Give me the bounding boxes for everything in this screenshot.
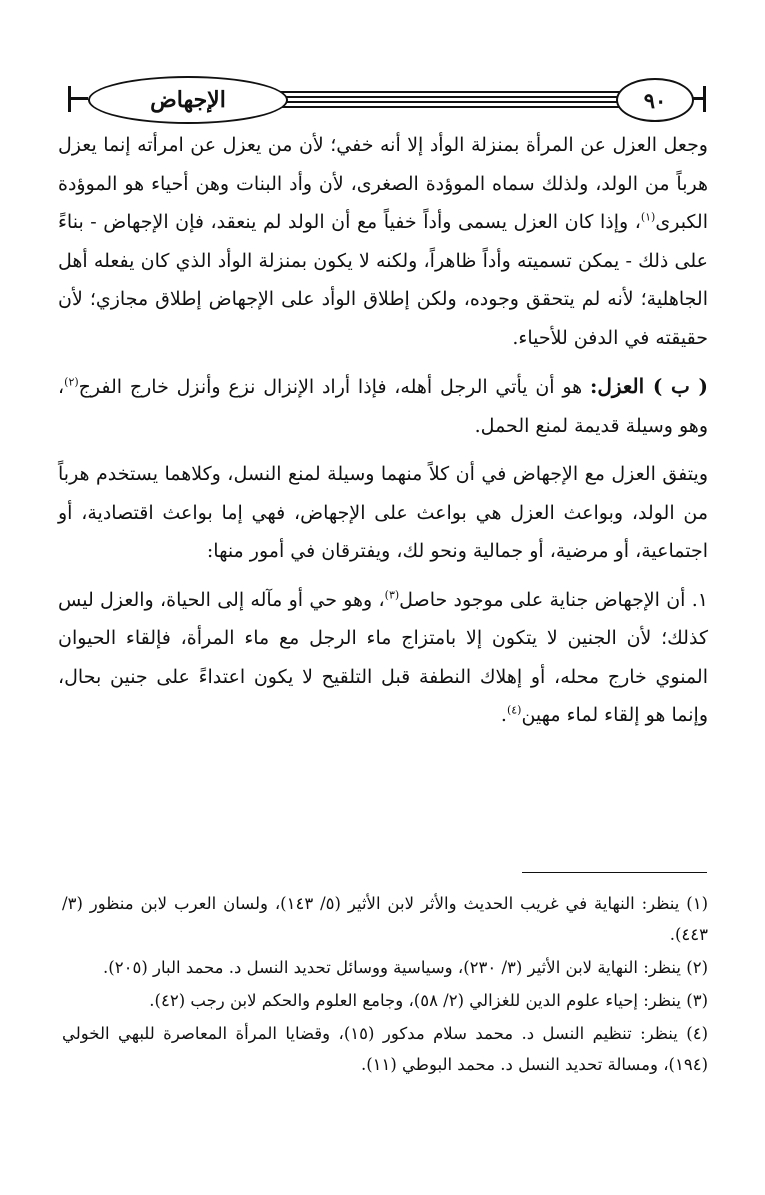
main-text <box>58 126 708 735</box>
list-item <box>58 581 708 735</box>
paragraph-text: هو أن يأتي الرجل أهله، فإذا أراد الإنزال نزع وأنزل خارج الفرج <box>78 376 590 398</box>
term-heading: ( ب ) العزل: <box>589 374 709 398</box>
paragraph <box>58 126 708 357</box>
paragraph-text: ، وهو وسيلة قديمة لمنع الحمل. <box>58 376 708 437</box>
paragraph-text: ، وهو حي أو مآله إلى الحياة، والعزل ليس كذلك؛ لأن الجنين لا يتكون إلا بامتزاج ماء الرجل مع ماء المرأة، فإلقاء الحيوان المنوي خارج محله، أو إهلاك النطفة قبل التلقيح لا يكون اعتداءً على جنين بحال، وإنما هو إلقاء لماء مهين <box>58 588 708 726</box>
header-end-right <box>703 86 706 112</box>
page-header <box>48 74 708 126</box>
footnote-ref: (١) <box>640 210 656 224</box>
footnote: (٣) ينظر: إحياء علوم الدين للغزالي (٢/ ٥٨)، وجامع العلوم والحكم لابن رجب (٤٢). <box>149 991 708 1010</box>
chapter-title-frame <box>88 76 288 124</box>
chapter-title: الإجهاض <box>150 87 226 113</box>
footnote: (١) ينظر: النهاية في غريب الحديث والأثر لابن الأثير (٥/ ١٤٣)، ولسان العرب لابن منظور (٣/ ٤٤٣). <box>62 894 708 944</box>
paragraph-text: ويتفق العزل مع الإجهاض في أن كلاً منهما وسيلة لمنع النسل، وكلاهما يستخدم هرباً من الولد، وبواعث العزل هي بواعث على الإجهاض، فهي إما بواعث اقتصادية، أو اجتماعية، أو مرضية، أو جمالية ونحو لك، ويفترقان في أمور منها: <box>58 463 708 562</box>
footnote-ref: (٤) <box>506 703 522 717</box>
page-number: ٩٠ <box>643 87 667 113</box>
paragraph <box>58 455 708 571</box>
paragraph-text: ١. أن الإجهاض جناية على موجود حاصل <box>399 588 708 611</box>
header-end-left <box>68 86 71 112</box>
page-number-frame <box>616 78 694 122</box>
footnote: (٢) ينظر: النهاية لابن الأثير (٣/ ٢٣٠)، وسياسية ووسائل تحديد النسل د. محمد البار (٢٠٥). <box>103 958 708 977</box>
footnote-ref: (٣) <box>384 588 400 602</box>
paragraph-text: ، وإذا كان العزل يسمى وأداً خفياً مع أن الولد لم ينعقد، فإن الإجهاض - بناءً على ذلك - يمكن تسميته وأداً ظاهراً، ولكنه لا يكون بمنزلة الوأد الذي كان يفعله أهل الجاهلية؛ لأنه لم يتحقق وجوده، ولكن إطلاق الوأد على الإجهاض إطلاق مجازي؛ لأن حقيقته في الدفن للأحياء. <box>58 211 708 349</box>
footnote-ref: (٢) <box>64 375 79 389</box>
paragraph <box>58 367 708 445</box>
paragraph-text: وجعل العزل عن المرأة بمنزلة الوأد إلا أنه خفي؛ لأن من يعزل عن امرأته إنما يعزل هرباً من الولد، ولذلك سماه الموؤدة الصغرى، لأن وأد البنات وهن أحياء هو الموؤدة الكبرى <box>58 134 708 233</box>
footnote: (٤) ينظر: تنظيم النسل د. محمد سلام مدكور (١٥)، وقضايا المرأة المعاصرة للبهي الخولي (١٩٤)، ومسالة تحديد النسل د. محمد البوطي (١١). <box>62 1024 708 1074</box>
paragraph-text: . <box>500 704 507 726</box>
footnote-separator <box>522 872 707 873</box>
footnotes <box>62 888 708 1082</box>
